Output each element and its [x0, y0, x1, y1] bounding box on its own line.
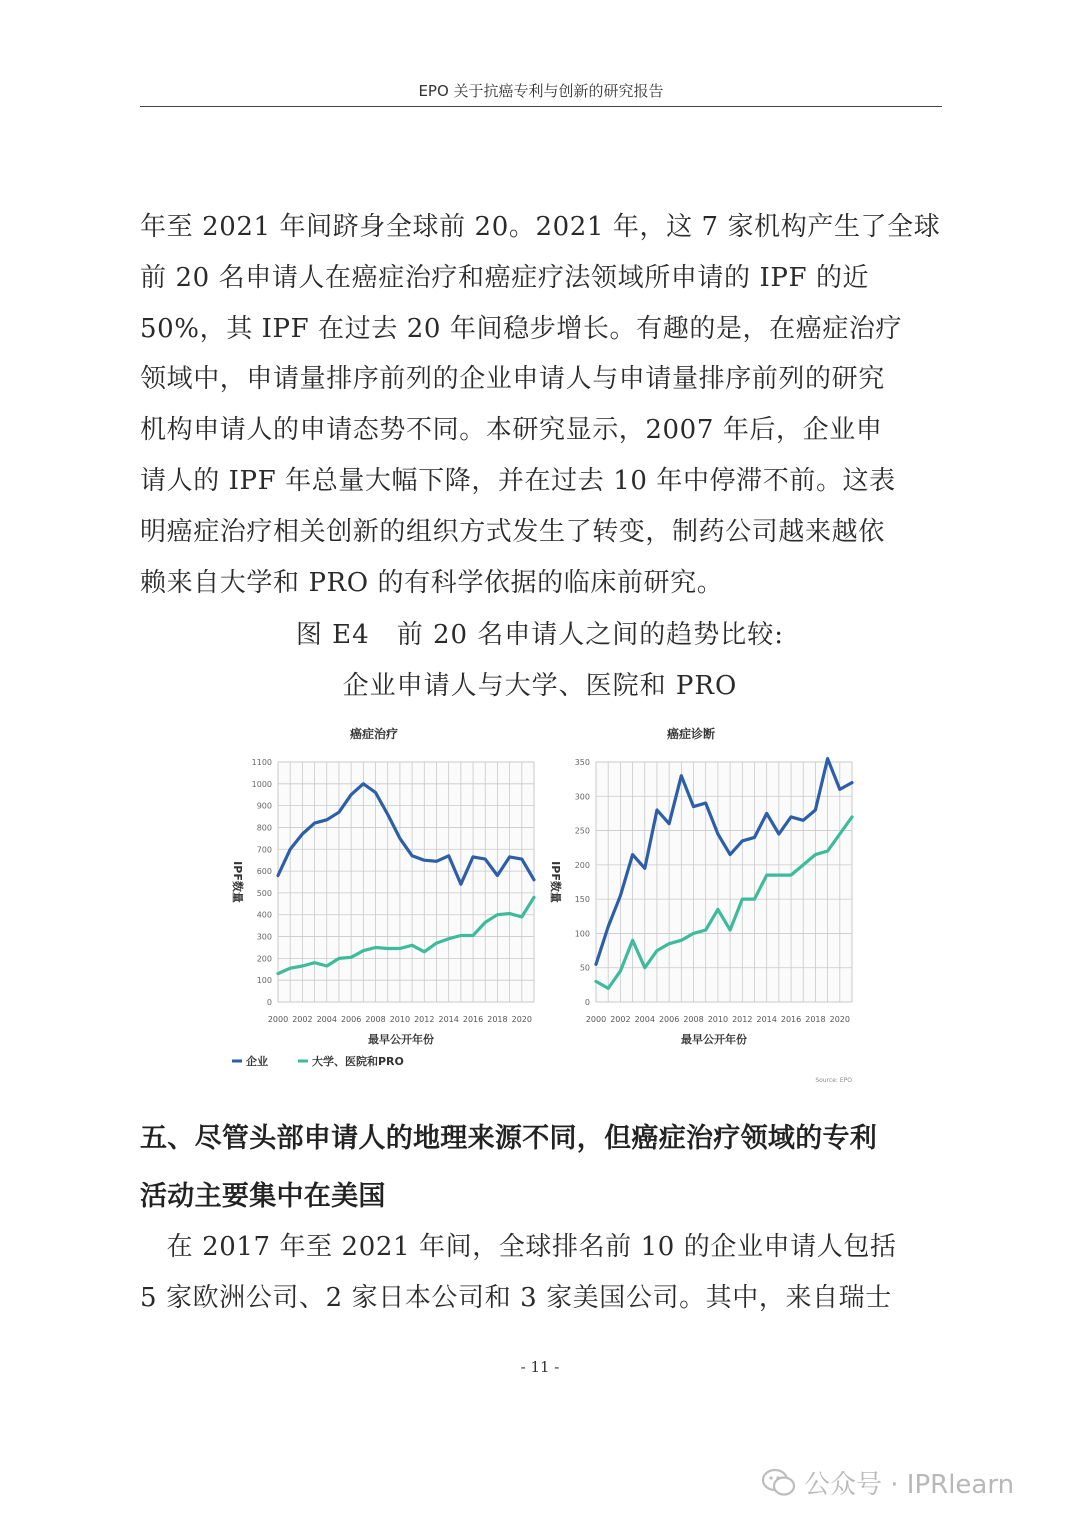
figure-caption-title: 图 E4 前 20 名申请人之间的趋势比较: [295, 620, 785, 650]
plot-area [278, 762, 534, 1002]
x-tick-label: 2012 [414, 1015, 435, 1024]
text-line: 明癌症治疗相关创新的组织方式发生了转变，制药公司越来越依 [140, 516, 885, 547]
figure-e4 [228, 716, 854, 1088]
text-line: 领域中，申请量排序前列的企业申请人与申请量排序前列的研究 [140, 364, 885, 395]
wechat-icon [762, 1468, 796, 1498]
y-tick-label: 700 [256, 845, 272, 855]
y-tick-label: 600 [256, 867, 272, 877]
page-number: - 11 - [520, 1358, 560, 1376]
y-tick-label: 0 [266, 998, 272, 1007]
source-note: Source: EPO [815, 1077, 852, 1084]
y-axis-label: IPF数量 [231, 861, 244, 903]
x-tick-label: 2004 [316, 1015, 337, 1024]
x-tick-label: 2000 [267, 1015, 289, 1024]
y-tick-label: 200 [256, 954, 272, 964]
y-tick-label: 0 [584, 998, 590, 1007]
y-tick-label: 150 [574, 895, 590, 905]
x-tick-label: 2008 [683, 1015, 704, 1024]
x-tick-label: 2010 [707, 1015, 729, 1024]
x-tick-label: 2006 [340, 1015, 362, 1024]
y-tick-label: 400 [256, 910, 272, 920]
section-heading [140, 1110, 940, 1226]
y-tick-label: 200 [574, 860, 590, 870]
figure-svg [228, 716, 854, 1088]
x-tick-label: 2006 [658, 1015, 680, 1024]
watermark [762, 1464, 1014, 1501]
x-tick-label: 2016 [780, 1015, 802, 1024]
figure-caption-subtitle: 企业申请人与大学、医院和 PRO [342, 671, 738, 701]
x-axis-label: 最早公开年份 [681, 1033, 747, 1046]
x-tick-label: 2014 [756, 1015, 777, 1024]
x-tick-label: 2012 [732, 1015, 753, 1024]
x-tick-label: 2002 [610, 1015, 631, 1024]
running-header: EPO 关于抗癌专利与创新的研究报告 [418, 82, 664, 100]
y-tick-label: 1000 [251, 779, 272, 789]
text-line: 机构申请人的申请态势不同。本研究显示，2007 年后，企业申 [140, 415, 883, 446]
x-axis-label: 最早公开年份 [368, 1033, 434, 1046]
text-line: 前 20 名申请人在癌症治疗和癌症疗法领域所申请的 IPF 的近 [140, 262, 870, 293]
y-tick-label: 300 [256, 932, 272, 942]
legend-label-university: 大学、医院和PRO [312, 1055, 404, 1068]
text-line: 5 家欧洲公司、2 家日本公司和 3 家美国公司。其中，来自瑞士 [140, 1283, 892, 1313]
text-line: 请人的 IPF 年总量大幅下降，并在过去 10 年中停滞不前。这表 [140, 465, 896, 496]
x-tick-label: 2020 [511, 1015, 532, 1024]
plot-area [596, 762, 852, 1002]
watermark-text: 公众号 · IPRlearn [804, 1470, 1015, 1500]
x-tick-label: 2014 [438, 1015, 459, 1024]
x-tick-label: 2020 [829, 1015, 850, 1024]
x-tick-label: 2004 [634, 1015, 655, 1024]
chart-title: 癌症治疗 [349, 727, 399, 741]
body-paragraph-2 [140, 1222, 940, 1324]
x-tick-label: 2018 [805, 1015, 826, 1024]
y-tick-label: 500 [256, 888, 272, 898]
x-tick-label: 2002 [292, 1015, 313, 1024]
heading-line: 五、尽管头部申请人的地理来源不同，但癌症治疗领域的专利 [140, 1123, 878, 1154]
y-tick-label: 250 [574, 826, 590, 836]
x-tick-label: 2016 [462, 1015, 484, 1024]
chart-title: 癌症诊断 [666, 727, 716, 741]
text-line: 年至 2021 年间跻身全球前 20。2021 年，这 7 家机构产生了全球 [140, 212, 941, 242]
y-tick-label: 1100 [251, 758, 272, 767]
y-tick-label: 100 [256, 976, 272, 986]
x-tick-label: 2010 [389, 1015, 411, 1024]
y-tick-label: 800 [256, 823, 272, 833]
x-tick-label: 2008 [365, 1015, 386, 1024]
body-paragraph-1 [140, 202, 940, 608]
legend-label-enterprise: 企业 [246, 1055, 268, 1068]
y-tick-label: 300 [574, 792, 590, 802]
y-tick-label: 50 [579, 963, 590, 973]
y-tick-label: 350 [574, 758, 590, 767]
heading-line: 活动主要集中在美国 [140, 1181, 386, 1212]
y-axis-label: IPF数量 [549, 861, 562, 903]
header-rule [140, 106, 942, 107]
text-line: 50%，其 IPF 在过去 20 年间稳步增长。有趣的是，在癌症治疗 [140, 313, 903, 344]
y-tick-label: 900 [256, 801, 272, 811]
text-line: 在 2017 年至 2021 年间，全球排名前 10 的企业申请人包括 [140, 1232, 897, 1262]
x-tick-label: 2018 [487, 1015, 508, 1024]
x-tick-label: 2000 [585, 1015, 607, 1024]
y-tick-label: 100 [574, 929, 590, 939]
text-line: 赖来自大学和 PRO 的有科学依据的临床前研究。 [140, 567, 724, 598]
